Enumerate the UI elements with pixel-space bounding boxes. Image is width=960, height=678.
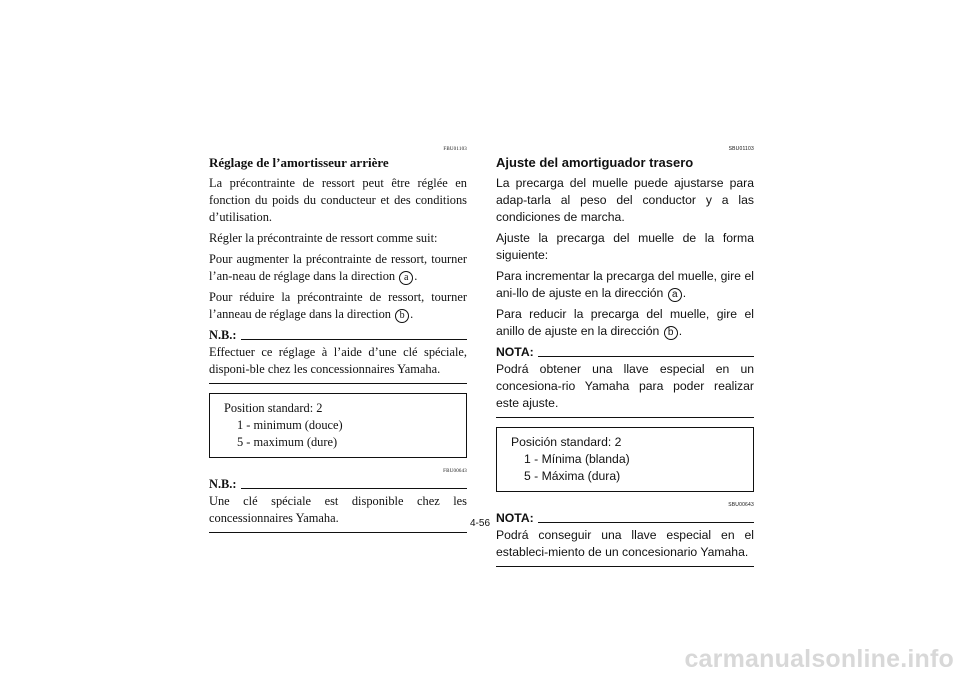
paragraph: Régler la précontrainte de ressort comme suit:: [209, 231, 438, 245]
section-heading: Réglage de l’amortisseur arrière: [209, 155, 389, 170]
paragraph: La precarga del muelle puede ajustarse para adap-tarla al peso del conductor y a las condiciones de marcha.: [496, 176, 754, 224]
page-number: 4-56: [470, 518, 491, 529]
divider: [209, 383, 467, 384]
section-code: SBU00643: [728, 502, 754, 508]
settings-box: [209, 393, 467, 458]
box-line: 1 - minimum (douce): [237, 418, 343, 432]
paragraph-text: Pour réduire la précontrainte de ressort, tourner l’anneau de réglage dans la direction: [209, 290, 467, 321]
note-text: Effectuer ce réglage à l’aide d’une clé spéciale, disponi-ble chez les concessionnaires Yamaha.: [209, 345, 467, 376]
direction-a-marker: a: [399, 271, 413, 285]
direction-a-marker: a: [668, 288, 682, 302]
note-rule: [538, 356, 754, 357]
paragraph: La précontrainte de ressort peut être réglée en fonction du poids du conducteur et des conditions d’utilisation.: [209, 176, 467, 224]
box-line: 1 - Mínima (blanda): [524, 452, 630, 466]
paragraph-text: Para incrementar la precarga del muelle, gire el ani-llo de ajuste en la dirección: [496, 269, 754, 300]
note-label: N.B.:: [209, 477, 237, 491]
spanish-column: [496, 146, 754, 576]
punctuation: .: [410, 307, 414, 321]
box-line: 5 - Máxima (dura): [524, 469, 621, 483]
section-code: FBU01103: [443, 147, 467, 152]
section-heading: Ajuste del amortiguador trasero: [496, 155, 694, 170]
paragraph: [496, 306, 754, 340]
punctuation: .: [682, 286, 687, 300]
note-rule: [538, 522, 754, 523]
paragraph: [209, 251, 467, 285]
direction-b-marker: b: [395, 309, 409, 323]
note-header: [496, 510, 754, 527]
box-title: Position standard: 2: [224, 401, 323, 415]
note-label: NOTA:: [496, 511, 534, 525]
paragraph-text: Para reducir la precarga del muelle, gire el anillo de ajuste en la dirección: [496, 307, 754, 338]
note-header: [496, 344, 754, 361]
note-header: [209, 327, 467, 344]
note-text: Podrá conseguir una llave especial en el estableci-miento de un concesionario Yamaha.: [496, 528, 754, 559]
section-code: FBU00643: [443, 469, 467, 474]
note-text: Une clé spéciale est disponible chez les concessionnaires Yamaha.: [209, 494, 467, 525]
note-text: Podrá obtener una llave especial en un concesiona-rio Yamaha para poder realizar este ajuste.: [496, 362, 754, 410]
watermark-text: carmanualsonline.info: [684, 645, 954, 673]
punctuation: .: [414, 269, 418, 283]
note-rule: [241, 488, 467, 489]
note-label: N.B.:: [209, 328, 237, 342]
box-line: 5 - maximum (dure): [237, 435, 338, 449]
section-code: SBU01103: [728, 146, 754, 152]
divider: [496, 566, 754, 567]
punctuation: .: [678, 324, 683, 338]
paragraph: Ajuste la precarga del muelle de la forma siguiente:: [496, 231, 754, 262]
note-header: [209, 476, 467, 493]
paragraph: [496, 268, 754, 302]
box-title: Posición standard: 2: [511, 435, 622, 449]
paragraph: [209, 289, 467, 323]
french-column: [209, 146, 467, 542]
note-label: NOTA:: [496, 345, 534, 359]
divider: [209, 532, 467, 533]
paragraph-text: Pour augmenter la précontrainte de ressort, tourner l’an-neau de réglage dans la direction: [209, 252, 467, 283]
settings-box: [496, 427, 754, 492]
divider: [496, 417, 754, 418]
direction-b-marker: b: [664, 326, 678, 340]
note-rule: [241, 339, 467, 340]
